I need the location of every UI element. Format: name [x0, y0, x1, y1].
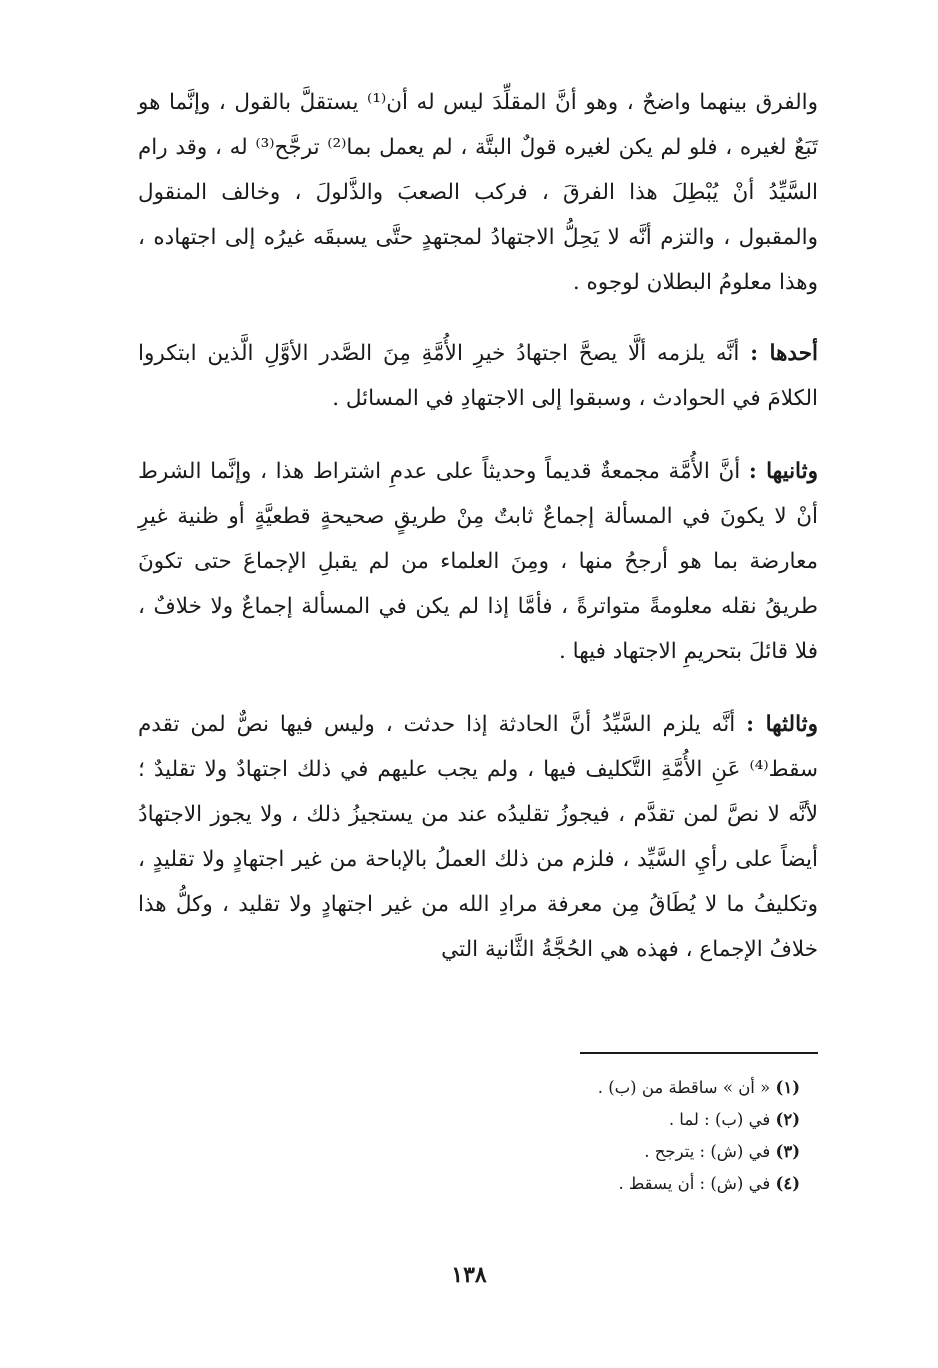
paragraph-second-reason: [138, 449, 818, 674]
footnote-text: في (ش) : أن يسقط .: [618, 1174, 771, 1193]
footnote-text: « أن » ساقطة من (ب) .: [597, 1078, 771, 1097]
main-text: [138, 80, 818, 1000]
paragraph-lead: وثالثها :: [746, 712, 818, 737]
paragraph-text: أنَّه يلزمه ألَّا يصحَّ اجتهادُ خيرِ الأُمَّةِ مِنَ الصَّدر الأوَّلِ الَّذين ابتكروا الكلامَ في الحوادث ، وسبقوا إلى الاجتهادِ في المسائل .: [138, 341, 818, 411]
footnotes: [300, 1072, 800, 1200]
footnote-divider: [580, 1052, 818, 1054]
footnote-number: (٢): [775, 1110, 800, 1129]
footnote-text: في (ب) : لما .: [668, 1110, 771, 1129]
paragraph-intro: [138, 80, 818, 305]
paragraph-third-reason: [138, 702, 818, 972]
footnote-text: في (ش) : يترجح .: [644, 1142, 771, 1161]
footnote-item: [300, 1072, 800, 1104]
paragraph-lead: أحدها :: [750, 341, 818, 366]
footnote-item: [300, 1104, 800, 1136]
page-number: ١٣٨: [451, 1262, 487, 1288]
paragraph-text: والفرق بينهما واضحٌ ، وهو أنَّ المقلِّدَ ليس له أن⁽¹⁾ يستقلَّ بالقول ، وإنَّما هو تَبَعٌ لغيره ، فلو لم يكن لغيره قولٌ البتَّة ، لم يعمل بما⁽²⁾ ترجَّح⁽³⁾ له ، وقد رام السَّيِّدُ أنْ يُبْطِلَ هذا الفرقَ ، فركب الصعبَ والذَّلولَ ، وخالف المنقول والمقبول ، والتزم أنَّه لا يَحِلُّ الاجتهادُ لمجتهدٍ حتَّى يسبقَه غيرُه إلى اجتهاده ، وهذا معلومُ البطلان لوجوه .: [138, 90, 819, 295]
footnote-number: (١): [775, 1078, 800, 1097]
paragraph-text: أنَّ الأُمَّة مجمعةٌ قديماً وحديثاً على عدمِ اشتراط هذا ، وإنَّما الشرط أنْ لا يكونَ في المسألة إجماعٌ ثابتٌ مِنْ طريقٍ صحيحةٍ قطعيَّةٍ أو ظنية غيرِ معارضة بما هو أرجحُ منها ، ومِنَ العلماء من لم يقبلِ الإجماعَ حتى تكونَ طريقُ نقله معلومةً متواترةً ، فأمَّا إذا لم يكن في المسألة إجماعٌ ولا خلافٌ ، فلا قائلَ بتحريمِ الاجتهاد فيها .: [138, 459, 818, 664]
footnote-number: (٣): [775, 1142, 800, 1161]
paragraph-lead: وثانيها :: [748, 459, 818, 484]
footnote-item: [300, 1136, 800, 1168]
footnote-item: [300, 1168, 800, 1200]
paragraph-first-reason: [138, 331, 818, 421]
paragraph-text: أنَّه يلزم السَّيِّدُ أنَّ الحادثة إذا حدثت ، وليس فيها نصٌّ لمن تقدم سقط⁽⁴⁾ عَنِ الأُمَّةِ التَّكليف فيها ، ولم يجب عليهم في ذلك اجتهادٌ ولا تقليدٌ ؛ لأنَّه لا نصَّ لمن تقدَّم ، فيجوزُ تقليدُه عند من يستجيزُ ذلك ، ولا يجوز الاجتهادُ أيضاً على رأيِ السَّيِّد ، فلزم من ذلك العملُ بالإباحة من غير اجتهادٍ ولا تقليدٍ ، وتكليفُ ما لا يُطَاقُ مِن معرفة مرادِ الله من غير اجتهادٍ ولا تقليد ، وكلُّ هذا خلافُ الإجماع ، فهذه هي الحُجَّةُ الثَّانية التي: [138, 712, 818, 962]
footnote-number: (٤): [775, 1174, 800, 1193]
